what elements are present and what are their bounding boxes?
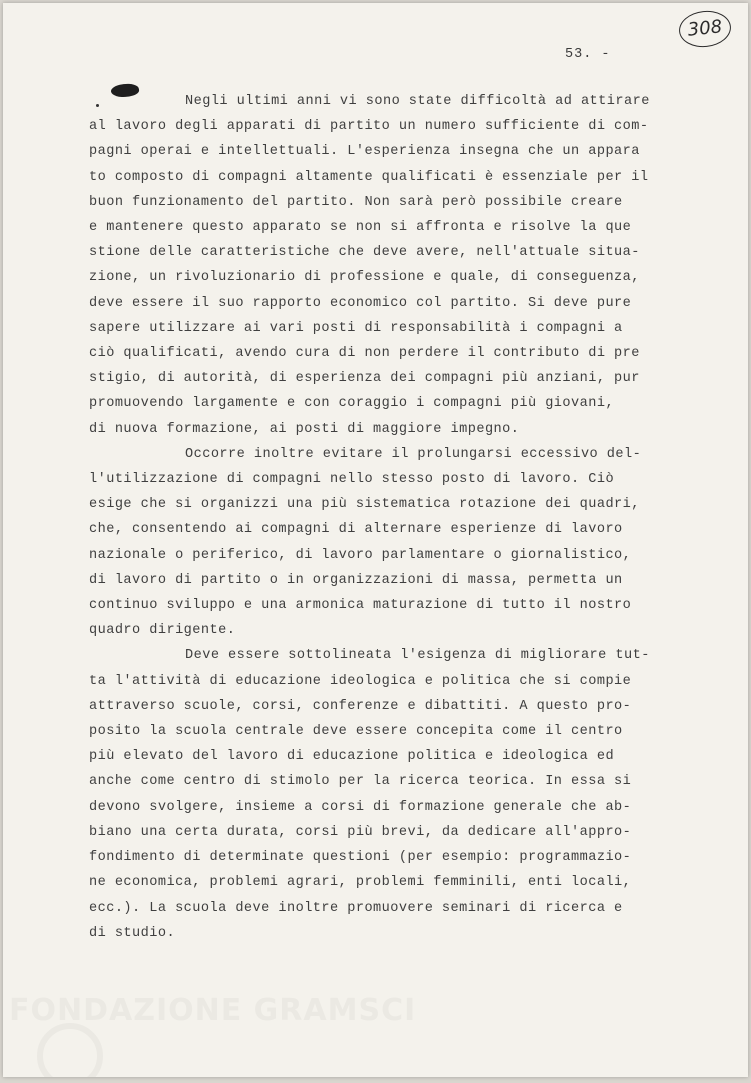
paragraph-line: fondimento di determinate questioni (per esempio: programmazio- — [89, 850, 632, 866]
paragraph-line: devono svolgere, insieme a corsi di formazione generale che ab- — [89, 799, 632, 815]
paragraph-line: posito la scuola centrale deve essere concepita come il centro — [89, 724, 623, 740]
paragraph-first-line: Deve essere sottolineata l'esigenza di migliorare tut- — [185, 648, 650, 664]
document-page — [3, 3, 748, 1077]
typed-body-text — [89, 89, 689, 946]
paragraph-line: e mantenere questo apparato se non si affronta e risolve la que — [89, 220, 632, 236]
paragraph-line: pagni operai e intellettuali. L'esperienza insegna che un appara — [89, 144, 640, 160]
paragraph-line: stigio, di autorità, di esperienza dei compagni più anziani, pur — [89, 371, 640, 387]
paragraph-line: stione delle caratteristiche che deve avere, nell'attuale situa- — [89, 245, 640, 261]
paragraph-line: anche come centro di stimolo per la ricerca teorica. In essa si — [89, 774, 632, 790]
paragraph-line: più elevato del lavoro di educazione politica e ideologica ed — [89, 749, 615, 765]
watermark-text: FONDAZIONE GRAMSCI — [9, 993, 417, 1028]
paragraph-line: sapere utilizzare ai vari posti di responsabilità i compagni a — [89, 320, 623, 336]
paragraph-line: di nuova formazione, ai posti di maggiore impegno. — [89, 421, 520, 437]
paragraph-line: to composto di compagni altamente qualificati è essenziale per il — [89, 169, 649, 185]
paragraph-line: esige che si organizzi una più sistematica rotazione dei quadri, — [89, 497, 640, 513]
paragraph-line: quadro dirigente. — [89, 623, 236, 639]
paragraph-line: ta l'attività di educazione ideologica e politica che si compie — [89, 673, 632, 689]
paragraph-line: deve essere il suo rapporto economico col partito. Si deve pure — [89, 295, 632, 311]
paragraph-line: che, consentendo ai compagni di alternare esperienze di lavoro — [89, 522, 623, 538]
paragraph-line: ecc.). La scuola deve inoltre promuovere seminari di ricerca e — [89, 900, 623, 916]
paragraph-first-line: Occorre inoltre evitare il prolungarsi eccessivo del- — [185, 446, 642, 462]
paragraph-line: ciò qualificati, avendo cura di non perdere il contributo di pre — [89, 346, 640, 362]
paragraph-line: di studio. — [89, 925, 176, 941]
paragraph-line: al lavoro degli apparati di partito un numero sufficiente di com- — [89, 119, 649, 135]
paragraph-line: continuo sviluppo e una armonica maturazione di tutto il nostro — [89, 598, 632, 614]
watermark-logo — [37, 1023, 103, 1077]
page-number: 53. - — [565, 47, 611, 62]
paragraph-line: promuovendo largamente e con coraggio i compagni più giovani, — [89, 396, 615, 412]
archive-stamp: 308 — [677, 8, 732, 49]
paragraph-line: buon funzionamento del partito. Non sarà però possibile creare — [89, 194, 623, 210]
paragraph-line: biano una certa durata, corsi più brevi, da dedicare all'appro- — [89, 824, 632, 840]
paragraph-first-line: Negli ultimi anni vi sono state difficoltà ad attirare — [185, 94, 650, 109]
paragraph-line: ne economica, problemi agrari, problemi femminili, enti locali, — [89, 875, 632, 891]
paragraph-line: l'utilizzazione di compagni nello stesso posto di lavoro. Ciò — [89, 472, 615, 488]
paragraph-line: zione, un rivoluzionario di professione e quale, di conseguenza, — [89, 270, 640, 286]
paragraph-line: nazionale o periferico, di lavoro parlamentare o giornalistico, — [89, 547, 632, 563]
paragraph-line: attraverso scuole, corsi, conferenze e dibattiti. A questo pro- — [89, 698, 632, 714]
paragraph-line: di lavoro di partito o in organizzazioni di massa, permetta un — [89, 572, 623, 588]
